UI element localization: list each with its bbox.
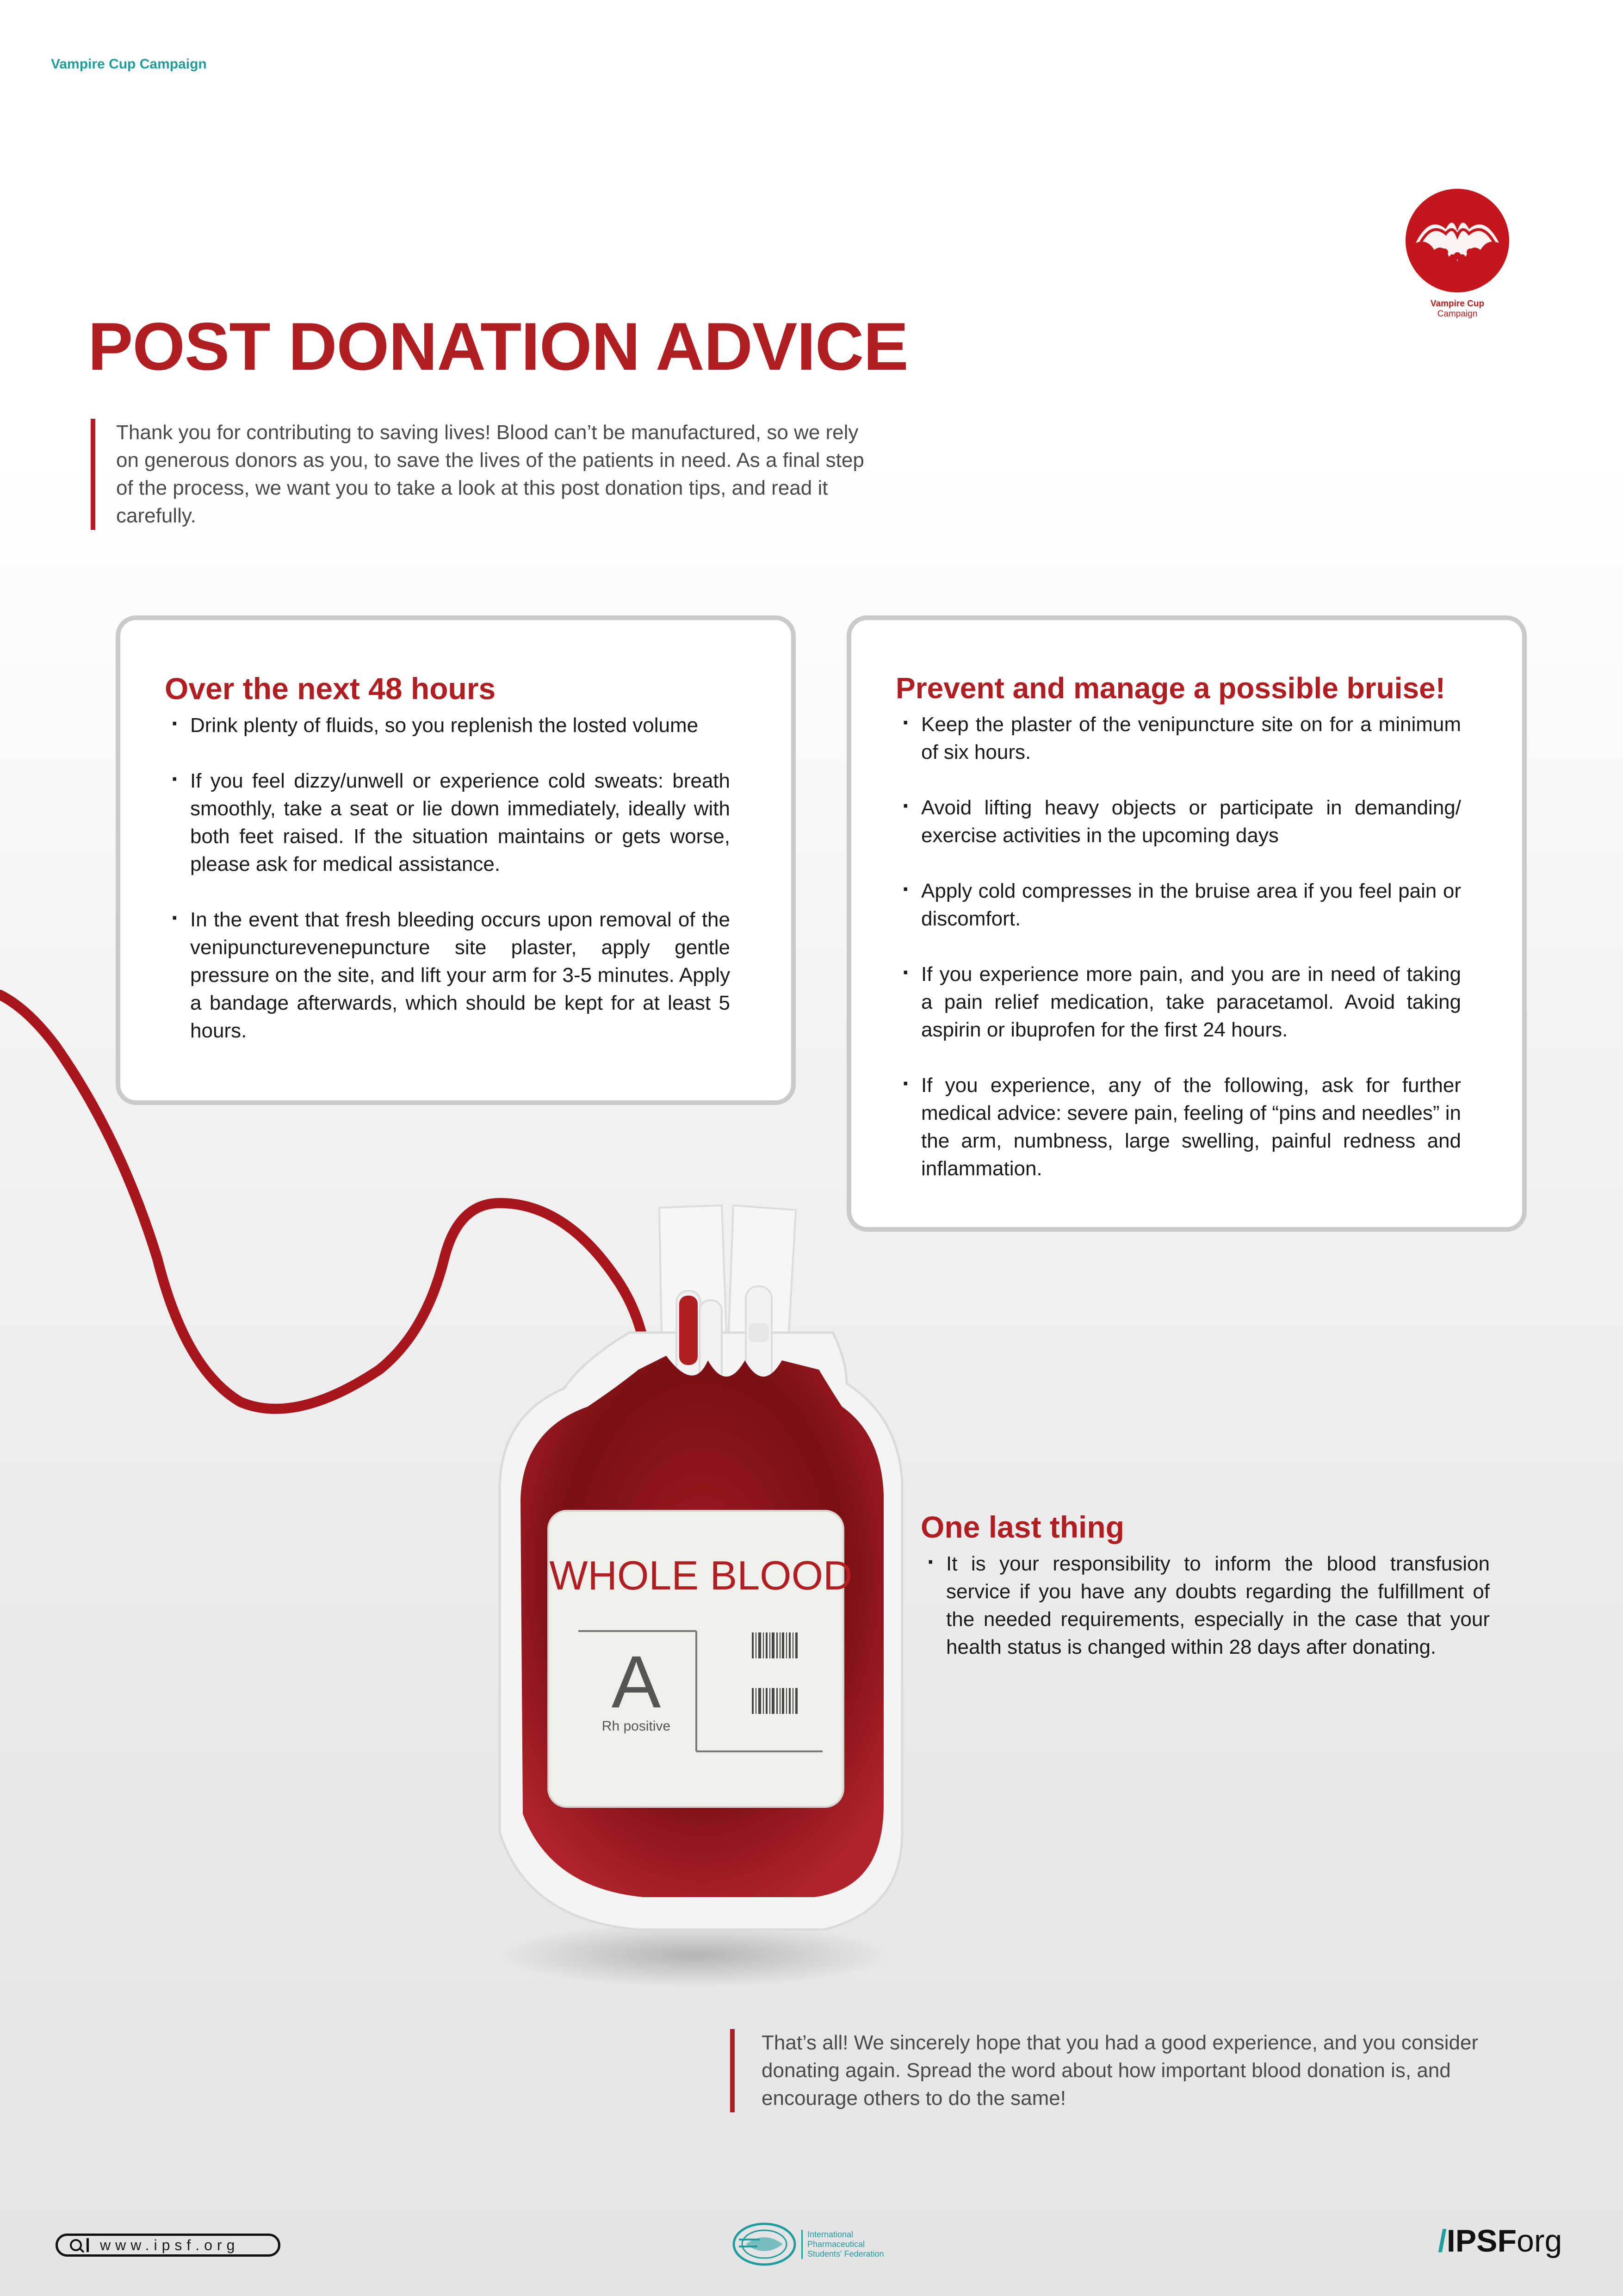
search-icon bbox=[70, 2239, 82, 2251]
ipsf-globe-icon bbox=[732, 2221, 797, 2267]
section2-heading: Prevent and manage a possible bruise! bbox=[896, 671, 1445, 705]
federation-name bbox=[801, 2230, 884, 2259]
brand-suffix: org bbox=[1517, 2223, 1562, 2259]
list-item: · Keep the plaster of the venipuncture site on for a minimum of six hours. bbox=[896, 711, 1461, 766]
list-item: · If you experience more pain, and you are in need of taking a pain relief medication, take paracetamol. Avoid taking aspirin or ibuprofen for the first 24 hours. bbox=[896, 961, 1461, 1044]
section2-list bbox=[896, 711, 1461, 1183]
intro-text: Thank you for contributing to saving lives! Blood can’t be manufactured, so we rely on generous donors as you, to save the lives of the patients in need. As a final step of the process, we want you to take a look at this post donation tips, and read it carefully. bbox=[91, 419, 875, 530]
website-url: www.ipsf.org bbox=[100, 2236, 240, 2253]
bag-label-title: WHOLE BLOOD bbox=[549, 1552, 853, 1598]
section3-list bbox=[921, 1550, 1490, 1661]
website-link[interactable] bbox=[56, 2234, 280, 2257]
list-item: · Drink plenty of fluids, so you replenish the losted volume bbox=[165, 712, 730, 739]
brand-slash: / bbox=[1438, 2223, 1447, 2259]
list-item: · Apply cold compresses in the bruise area if you feel pain or discomfort. bbox=[896, 877, 1461, 933]
divider bbox=[87, 2238, 89, 2252]
brand-main: IPSF bbox=[1446, 2223, 1517, 2259]
federation-line2: Pharmaceutical bbox=[807, 2239, 865, 2249]
ipsf-federation-logo bbox=[732, 2221, 884, 2267]
campaign-name: Vampire Cup Campaign bbox=[51, 56, 207, 72]
section3-heading: One last thing bbox=[921, 1510, 1125, 1544]
list-item: · In the event that fresh bleeding occurs upon removal of the venipuncturevenepuncture site plaster, apply gentle pressure on the site, and lift your arm for 3-5 minutes. Apply a bandage afterwards, which should be kept for at least 5 hours. bbox=[165, 906, 730, 1045]
closing-text: That’s all! We sincerely hope that you had a good experience, and you consider donating again. Spread the word about how important blood donation is, and encourage others to do the same! bbox=[730, 2029, 1520, 2112]
blood-group: A bbox=[611, 1640, 661, 1723]
section1-list bbox=[165, 712, 730, 1045]
logo-line1: Vampire Cup bbox=[1430, 299, 1485, 309]
federation-line1: International bbox=[807, 2229, 854, 2239]
federation-line3: Students' Federation bbox=[807, 2249, 884, 2259]
section1-heading: Over the next 48 hours bbox=[165, 671, 496, 706]
list-item: · Avoid lifting heavy objects or participate in demanding/ exercise activities in the upcoming days bbox=[896, 794, 1461, 850]
ipsf-brand bbox=[1438, 2223, 1562, 2259]
list-item: · It is your responsibility to inform the blood transfusion service if you have any doubts regarding the fulfillment of the needed requirements, especially in the case that your health status is changed within 28 days after donating. bbox=[921, 1550, 1490, 1661]
list-item: · If you feel dizzy/unwell or experience cold sweats: breath smoothly, take a seat or lie down immediately, ideally with both feet raised. If the situation maintains or gets worse, please ask for medical assistance. bbox=[165, 767, 730, 878]
list-item: · If you experience, any of the following, ask for further medical advice: severe pain, feeling of “pins and needles” in the arm, numbness, large swelling, painful redness and inflammation. bbox=[896, 1072, 1461, 1183]
card-prevent-bruise bbox=[847, 615, 1527, 1232]
one-last-thing-section bbox=[921, 1509, 1490, 1661]
card-next-48-hours bbox=[116, 615, 796, 1105]
logo-line2: Campaign bbox=[1437, 309, 1478, 319]
page-title: POST DONATION ADVICE bbox=[88, 309, 908, 384]
rh-factor: Rh positive bbox=[601, 1719, 671, 1734]
